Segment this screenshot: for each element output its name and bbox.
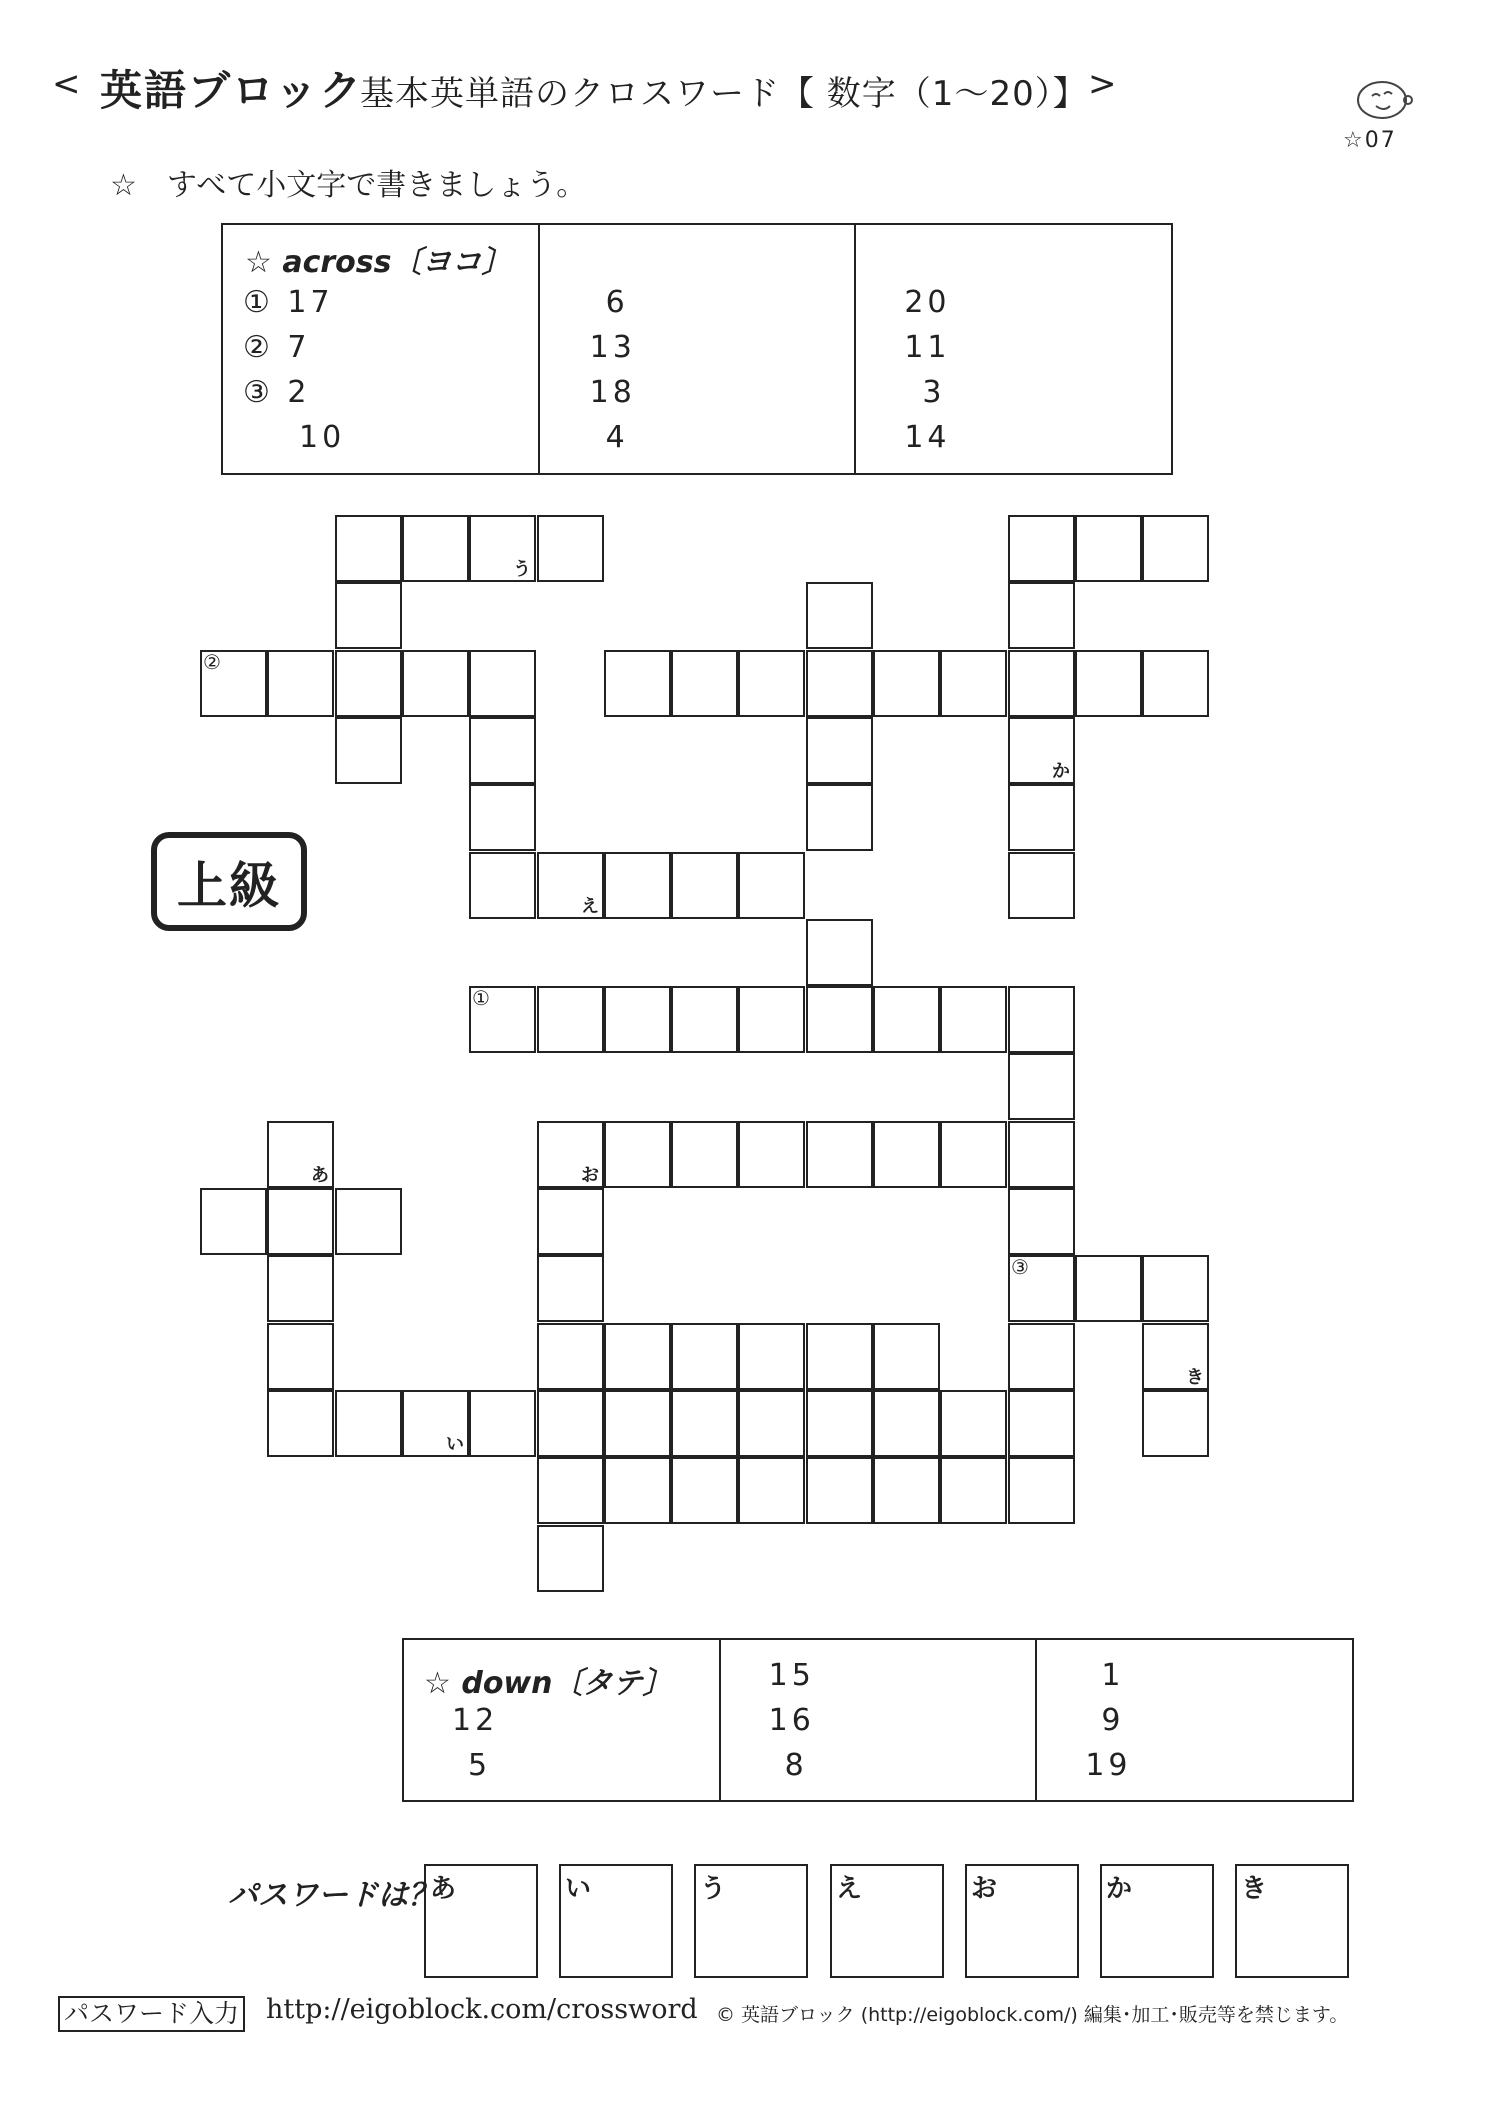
crossword-cell[interactable] xyxy=(537,1525,604,1592)
crossword-cell[interactable] xyxy=(335,582,402,649)
crossword-cell[interactable] xyxy=(940,650,1007,717)
across-clue: ③ 2 xyxy=(243,375,311,410)
crossword-cell[interactable] xyxy=(335,717,402,784)
crossword-cell[interactable] xyxy=(806,986,873,1053)
crossword-cell[interactable] xyxy=(1008,1323,1075,1390)
across-col-3 xyxy=(854,225,1171,473)
crossword-cell[interactable] xyxy=(537,1457,604,1524)
across-clue: 18 xyxy=(589,375,636,410)
crossword-cell[interactable] xyxy=(335,515,402,582)
password-box[interactable] xyxy=(965,1864,1079,1978)
crossword-cell[interactable] xyxy=(604,852,671,919)
crossword-cell[interactable] xyxy=(469,784,536,851)
level-badge: 上級 xyxy=(151,832,307,931)
password-box-label: あ xyxy=(430,1874,457,1904)
across-clue: 20 xyxy=(904,285,951,320)
crossword-cell[interactable] xyxy=(1008,1255,1075,1322)
password-box[interactable] xyxy=(424,1864,538,1978)
crossword-cell[interactable] xyxy=(1008,1390,1075,1457)
crossword-cell[interactable] xyxy=(806,1390,873,1457)
across-clue-table xyxy=(221,223,1173,475)
down-clue: 19 xyxy=(1085,1748,1132,1783)
password-letter-mark: お xyxy=(581,1165,599,1186)
crossword-cell[interactable] xyxy=(402,515,469,582)
password-letter-mark: か xyxy=(1052,761,1070,782)
crossword-cell[interactable] xyxy=(671,1323,738,1390)
crossword-cell[interactable] xyxy=(537,1323,604,1390)
crossword-cell[interactable] xyxy=(738,1323,805,1390)
crossword-cell[interactable] xyxy=(671,1390,738,1457)
password-letter-mark: う xyxy=(513,559,531,580)
crossword-cell[interactable] xyxy=(267,1323,334,1390)
password-letter-mark: き xyxy=(1186,1367,1204,1388)
crossword-cell[interactable] xyxy=(537,515,604,582)
password-box[interactable] xyxy=(1100,1864,1214,1978)
password-box-label: お xyxy=(971,1874,998,1904)
crossword-cell[interactable] xyxy=(1075,515,1142,582)
crossword-cell[interactable] xyxy=(806,650,873,717)
crossword-cell[interactable] xyxy=(806,582,873,649)
password-box-label: う xyxy=(700,1874,727,1904)
crossword-cell[interactable] xyxy=(738,650,805,717)
across-col-1 xyxy=(223,225,538,473)
clue-number: ① xyxy=(472,986,490,1010)
crossword-cell[interactable] xyxy=(267,1121,334,1188)
clue-number: ② xyxy=(203,650,221,674)
crossword-cell[interactable] xyxy=(267,1255,334,1322)
crossword-cell[interactable] xyxy=(604,1323,671,1390)
crossword-cell[interactable] xyxy=(537,1188,604,1255)
face-icon xyxy=(1352,76,1414,126)
password-input-label: パスワード入力 xyxy=(58,1996,245,2032)
crossword-cell[interactable] xyxy=(738,1390,805,1457)
crossword-cell[interactable] xyxy=(335,1390,402,1457)
crossword-cell[interactable] xyxy=(940,1390,1007,1457)
crossword-cell[interactable] xyxy=(537,852,604,919)
crossword-cell[interactable] xyxy=(1008,650,1075,717)
across-clue: 3 xyxy=(922,375,946,410)
down-clue: 5 xyxy=(468,1748,492,1783)
crossword-cell[interactable] xyxy=(1142,1390,1209,1457)
crossword-cell[interactable] xyxy=(1008,582,1075,649)
crossword-cell[interactable] xyxy=(1008,1188,1075,1255)
crossword-cell[interactable] xyxy=(469,717,536,784)
across-clue: 14 xyxy=(904,420,951,455)
crossword-cell[interactable] xyxy=(806,1121,873,1188)
crossword-cell[interactable] xyxy=(469,1390,536,1457)
password-box[interactable] xyxy=(694,1864,808,1978)
crossword-cell[interactable] xyxy=(1142,1323,1209,1390)
password-box[interactable] xyxy=(1235,1864,1349,1978)
crossword-cell[interactable] xyxy=(940,986,1007,1053)
crossword-cell[interactable] xyxy=(335,1188,402,1255)
copyright-notice: © 英語ブロック (http://eigoblock.com/) 編集･加工･販売等を禁じます。 xyxy=(716,2004,1349,2026)
crossword-cell[interactable] xyxy=(402,1390,469,1457)
page-title: 基本英単語のクロスワード【 数字（1〜20）】 xyxy=(360,74,1088,114)
crossword-cell[interactable] xyxy=(267,650,334,717)
crossword-cell[interactable] xyxy=(806,1457,873,1524)
password-box-label: い xyxy=(565,1874,592,1904)
crossword-cell[interactable] xyxy=(873,1457,940,1524)
crossword-cell[interactable] xyxy=(1075,650,1142,717)
crossword-cell[interactable] xyxy=(806,1323,873,1390)
crossword-cell[interactable] xyxy=(738,852,805,919)
crossword-cell[interactable] xyxy=(604,1457,671,1524)
crossword-cell[interactable] xyxy=(1008,515,1075,582)
down-clue: 16 xyxy=(768,1703,815,1738)
crossword-cell[interactable] xyxy=(1008,717,1075,784)
across-clue: 11 xyxy=(904,330,951,365)
password-box-label: か xyxy=(1106,1874,1133,1904)
crossword-cell[interactable] xyxy=(738,986,805,1053)
crossword-cell[interactable] xyxy=(604,1390,671,1457)
across-clue: ② 7 xyxy=(243,330,311,365)
crossword-cell[interactable] xyxy=(1075,1255,1142,1322)
crossword-cell[interactable] xyxy=(738,1457,805,1524)
across-clue: 4 xyxy=(605,420,629,455)
across-clue: 13 xyxy=(589,330,636,365)
crossword-cell[interactable] xyxy=(469,650,536,717)
crossword-cell[interactable] xyxy=(267,1390,334,1457)
crossword-cell[interactable] xyxy=(604,986,671,1053)
crossword-cell[interactable] xyxy=(940,1457,1007,1524)
clue-number: ③ xyxy=(1011,1255,1029,1279)
instruction: ☆ すべて小文字で書きましょう。 xyxy=(110,168,587,203)
password-letter-mark: い xyxy=(446,1434,464,1455)
crossword-cell[interactable] xyxy=(873,986,940,1053)
crossword-cell[interactable] xyxy=(537,1121,604,1188)
crossword-cell[interactable] xyxy=(604,1121,671,1188)
password-label: パスワードは？ xyxy=(228,1878,438,1913)
crossword-cell[interactable] xyxy=(1008,1121,1075,1188)
password-box[interactable] xyxy=(830,1864,944,1978)
crossword-cell[interactable] xyxy=(200,650,267,717)
password-box-label: え xyxy=(836,1874,863,1904)
down-clue: 15 xyxy=(768,1658,815,1693)
crossword-cell[interactable] xyxy=(469,986,536,1053)
down-clue: 1 xyxy=(1101,1658,1125,1693)
crossword-cell[interactable] xyxy=(1008,852,1075,919)
crossword-cell[interactable] xyxy=(267,1188,334,1255)
password-letter-mark: え xyxy=(581,896,599,917)
down-clue: 9 xyxy=(1101,1703,1125,1738)
crossword-cell[interactable] xyxy=(940,1121,1007,1188)
crossword-cell[interactable] xyxy=(335,650,402,717)
down-clue: 12 xyxy=(452,1703,499,1738)
crossword-cell[interactable] xyxy=(806,717,873,784)
crossword-cell[interactable] xyxy=(1008,986,1075,1053)
crossword-cell[interactable] xyxy=(1142,515,1209,582)
header-open-bracket: < xyxy=(52,64,82,104)
crossword-cell[interactable] xyxy=(1142,1255,1209,1322)
across-clue: ① 17 xyxy=(243,285,334,320)
crossword-cell[interactable] xyxy=(873,1323,940,1390)
across-clue: 10 xyxy=(299,420,346,455)
across-heading: ☆ across〔ヨコ〕 xyxy=(245,245,512,280)
brand-logo: 英語ブロック xyxy=(100,66,364,115)
password-box[interactable] xyxy=(559,1864,673,1978)
crossword-cell[interactable] xyxy=(604,650,671,717)
password-letter-mark: あ xyxy=(311,1165,329,1186)
crossword-cell[interactable] xyxy=(671,986,738,1053)
worksheet-code: ☆07 xyxy=(1343,128,1397,153)
crossword-cell[interactable] xyxy=(671,650,738,717)
crossword-cell[interactable] xyxy=(1142,650,1209,717)
down-clue: 8 xyxy=(784,1748,808,1783)
down-heading: ☆ down〔タテ〕 xyxy=(424,1666,673,1701)
crossword-cell[interactable] xyxy=(806,919,873,986)
crossword-cell[interactable] xyxy=(1008,1053,1075,1120)
crossword-cell[interactable] xyxy=(200,1188,267,1255)
crossword-cell[interactable] xyxy=(806,784,873,851)
down-col-2 xyxy=(719,1640,1036,1800)
down-col-3 xyxy=(1035,1640,1352,1800)
across-col-2 xyxy=(538,225,855,473)
password-box-label: き xyxy=(1241,1874,1268,1904)
crossword-url-link[interactable]: http://eigoblock.com/crossword xyxy=(266,1994,698,2025)
crossword-cell[interactable] xyxy=(402,650,469,717)
crossword-cell[interactable] xyxy=(671,852,738,919)
crossword-cell[interactable] xyxy=(469,515,536,582)
crossword-cell[interactable] xyxy=(873,1121,940,1188)
down-col-1 xyxy=(404,1640,719,1800)
crossword-cell[interactable] xyxy=(873,1390,940,1457)
down-clue-table xyxy=(402,1638,1354,1802)
crossword-cell[interactable] xyxy=(537,986,604,1053)
header-close-bracket: > xyxy=(1088,64,1118,104)
crossword-cell[interactable] xyxy=(1008,1457,1075,1524)
crossword-cell[interactable] xyxy=(537,1390,604,1457)
crossword-cell[interactable] xyxy=(671,1121,738,1188)
crossword-cell[interactable] xyxy=(1008,784,1075,851)
crossword-cell[interactable] xyxy=(469,852,536,919)
crossword-cell[interactable] xyxy=(671,1457,738,1524)
crossword-cell[interactable] xyxy=(873,650,940,717)
crossword-cell[interactable] xyxy=(537,1255,604,1322)
crossword-cell[interactable] xyxy=(738,1121,805,1188)
across-clue: 6 xyxy=(605,285,629,320)
